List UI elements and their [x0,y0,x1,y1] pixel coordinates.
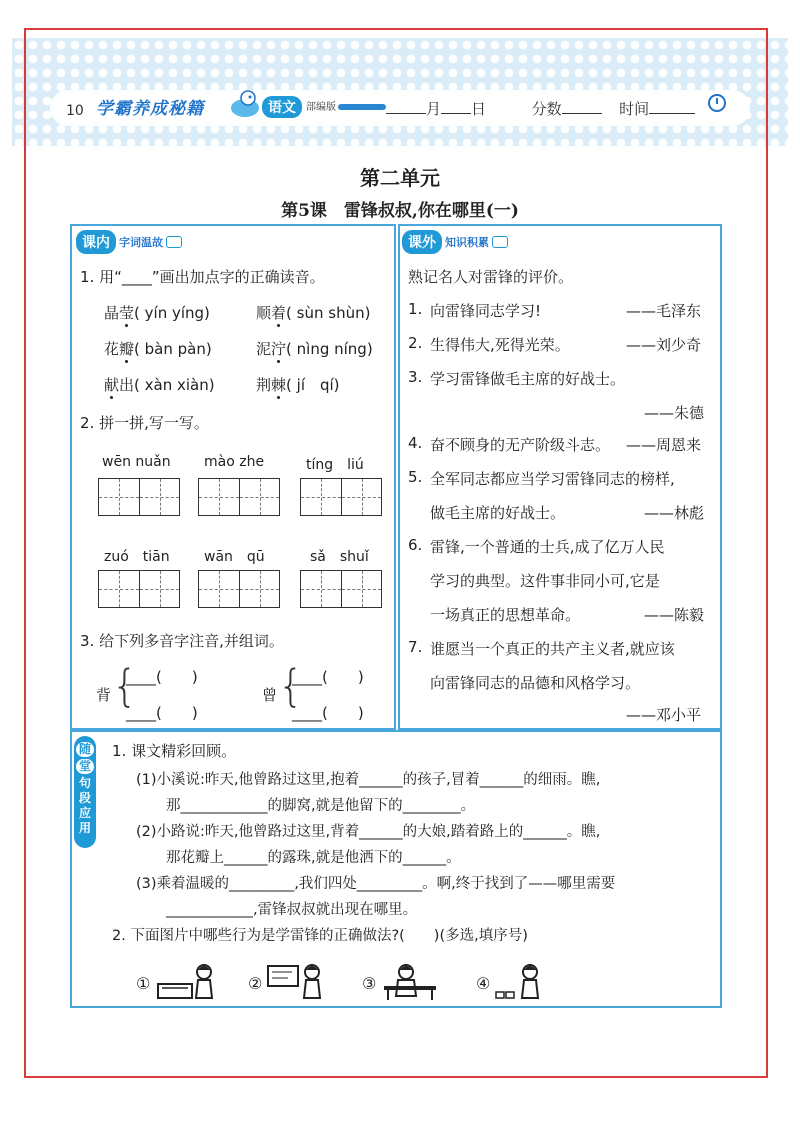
quote-text: 奋不顾身的无产阶级斗志。 [430,436,611,454]
quote-number: 4. [408,434,423,452]
word-item: 献出( xàn xiàn) [104,376,215,394]
score-label: 分数 [531,100,562,118]
pinyin-label: tíng liú [306,457,364,473]
brace: { [278,660,304,712]
boy-cleaning-desk-icon [154,962,218,1002]
clock-icon [708,94,726,112]
quote-text: 做毛主席的好战士。 [430,504,566,522]
writing-grid[interactable] [98,478,180,516]
pinyin-label: wēn nuǎn [102,454,171,470]
recall-line[interactable]: 那花瓣上______的露珠,就是他洒下的______。 [166,850,461,866]
practice-question-1: 1. 课文精彩回顾。 [112,742,237,760]
question-2: 2. 拼一拼,写一写。 [80,414,209,432]
extra-tag-label: 课外 [402,230,442,254]
writing-grid[interactable] [98,570,180,608]
month-blank[interactable] [386,99,426,114]
picture-number: ③ [362,974,377,993]
score-blank[interactable] [562,99,602,114]
brand-title: 学霸养成秘籍 [96,99,204,119]
writing-grid[interactable] [300,570,382,608]
word-item: 顺着( sùn shùn) [256,304,371,322]
quote-number: 6. [408,536,423,554]
blank-pair[interactable]: ____( ) [126,704,198,722]
polyphone-char: 曾 [262,686,278,704]
book-icon [166,236,182,248]
brace: { [112,660,138,712]
day-label: 日 [471,100,487,118]
practice-question-2[interactable]: 2. 下面图片中哪些行为是学雷锋的正确做法?( )(多选,填序号) [112,928,528,944]
quote-number: 3. [408,368,423,386]
quote-author: ——刘少奇 [626,336,702,354]
quote-text: 一场真正的思想革命。 [430,606,581,624]
book-icon [492,236,508,248]
edition-label: 部编版 [306,102,336,113]
word-item: 花瓣( bàn pàn) [104,340,212,358]
picture-number: ① [136,974,151,993]
blank-pair[interactable]: ____( ) [292,668,364,686]
recall-line[interactable]: ____________,雷锋叔叔就出现在哪里。 [166,902,418,918]
time-blank[interactable] [649,99,695,114]
extra-tag-sub: 知识积累 [445,236,489,249]
day-blank[interactable] [441,99,471,114]
quote-number: 1. [408,300,423,318]
polyphone-char: 背 [96,686,112,704]
practice-side-tag: 随 堂 句 段 应 用 [74,736,96,848]
quote-author: ——周恩来 [626,436,702,454]
time-label: 时间 [619,100,650,118]
date-score-time-row [386,98,695,119]
picture-number: ④ [476,974,491,993]
quote-text: 全军同志都应当学习雷锋同志的榜样, [430,470,675,488]
month-label: 月 [426,100,442,118]
quote-number: 2. [408,334,423,352]
in-class-words-section [70,224,396,730]
lesson-title: 第5课 雷锋叔叔,你在哪里(一) [281,201,519,221]
recall-line[interactable]: (3)乘着温暖的_________,我们四处_________。啊,终于找到了——哪里需要 [136,876,616,892]
pencil-icon [338,104,386,110]
word-item: 晶莹( yín yíng) [104,304,210,322]
writing-grid[interactable] [198,478,280,516]
word-item: 泥泞( nìng níng) [256,340,373,358]
quote-text: 生得伟大,死得光荣。 [430,336,570,354]
subject-badge: 语文 [262,96,302,118]
quote-author: ——毛泽东 [626,302,702,320]
recall-line[interactable]: (1)小溪说:昨天,他曾路过这里,抱着______的孩子,冒着______的细雨。瞧, [136,772,601,788]
page-number: 10 [66,103,84,119]
quote-text: 学习雷锋做毛主席的好战士。 [430,370,626,388]
quote-number: 7. [408,638,423,656]
blank-pair[interactable]: ____( ) [126,668,198,686]
question-1: 1. 用“____”画出加点字的正确读音。 [80,268,325,286]
word-item: 荆棘( jí qí) [256,376,340,394]
picture-number: ② [248,974,263,993]
quotes-intro: 熟记名人对雷锋的评价。 [408,268,574,286]
question-3: 3. 给下列多音字注音,并组词。 [80,632,284,650]
quote-text: 学习的典型。这件事非同小可,它是 [430,572,660,590]
recall-line[interactable]: (2)小路说:昨天,他曾路过这里,背着______的大娘,踏着路上的______。瞧, [136,824,601,840]
quote-number: 5. [408,468,423,486]
pinyin-label: sǎ shuǐ [310,549,369,565]
quote-text: 向雷锋同志学习! [430,302,542,320]
quote-author: ——陈毅 [644,606,705,624]
quote-author: ——邓小平 [626,706,702,724]
blank-pair[interactable]: ____( ) [292,704,364,722]
pinyin-label: zuó tiān [104,549,170,565]
in-class-tag-sub: 字词温故 [119,236,163,249]
quote-text: 谁愿当一个真正的共产主义者,就应该 [430,640,675,658]
quote-text: 雷锋,一个普通的士兵,成了亿万人民 [430,538,665,556]
quote-text: 向雷锋同志的品德和风格学习。 [430,674,641,692]
in-class-tag [76,230,182,254]
quote-author: ——林彪 [644,504,705,522]
extra-tag [402,230,508,254]
quote-author: ——朱德 [644,404,705,422]
pinyin-label: mào zhe [204,454,265,470]
recall-line[interactable]: 那____________的脚窝,就是他留下的________。 [166,798,476,814]
in-class-tag-label: 课内 [76,230,116,254]
boy-reading-icon [380,962,440,1002]
pinyin-label: wān qū [204,549,265,565]
writing-grid[interactable] [300,478,382,516]
unit-title: 第二单元 [360,166,440,190]
boy-at-blackboard-icon [266,962,330,1002]
mascot-icon [226,86,264,120]
writing-grid[interactable] [198,570,280,608]
boy-with-books-icon [494,962,546,1002]
